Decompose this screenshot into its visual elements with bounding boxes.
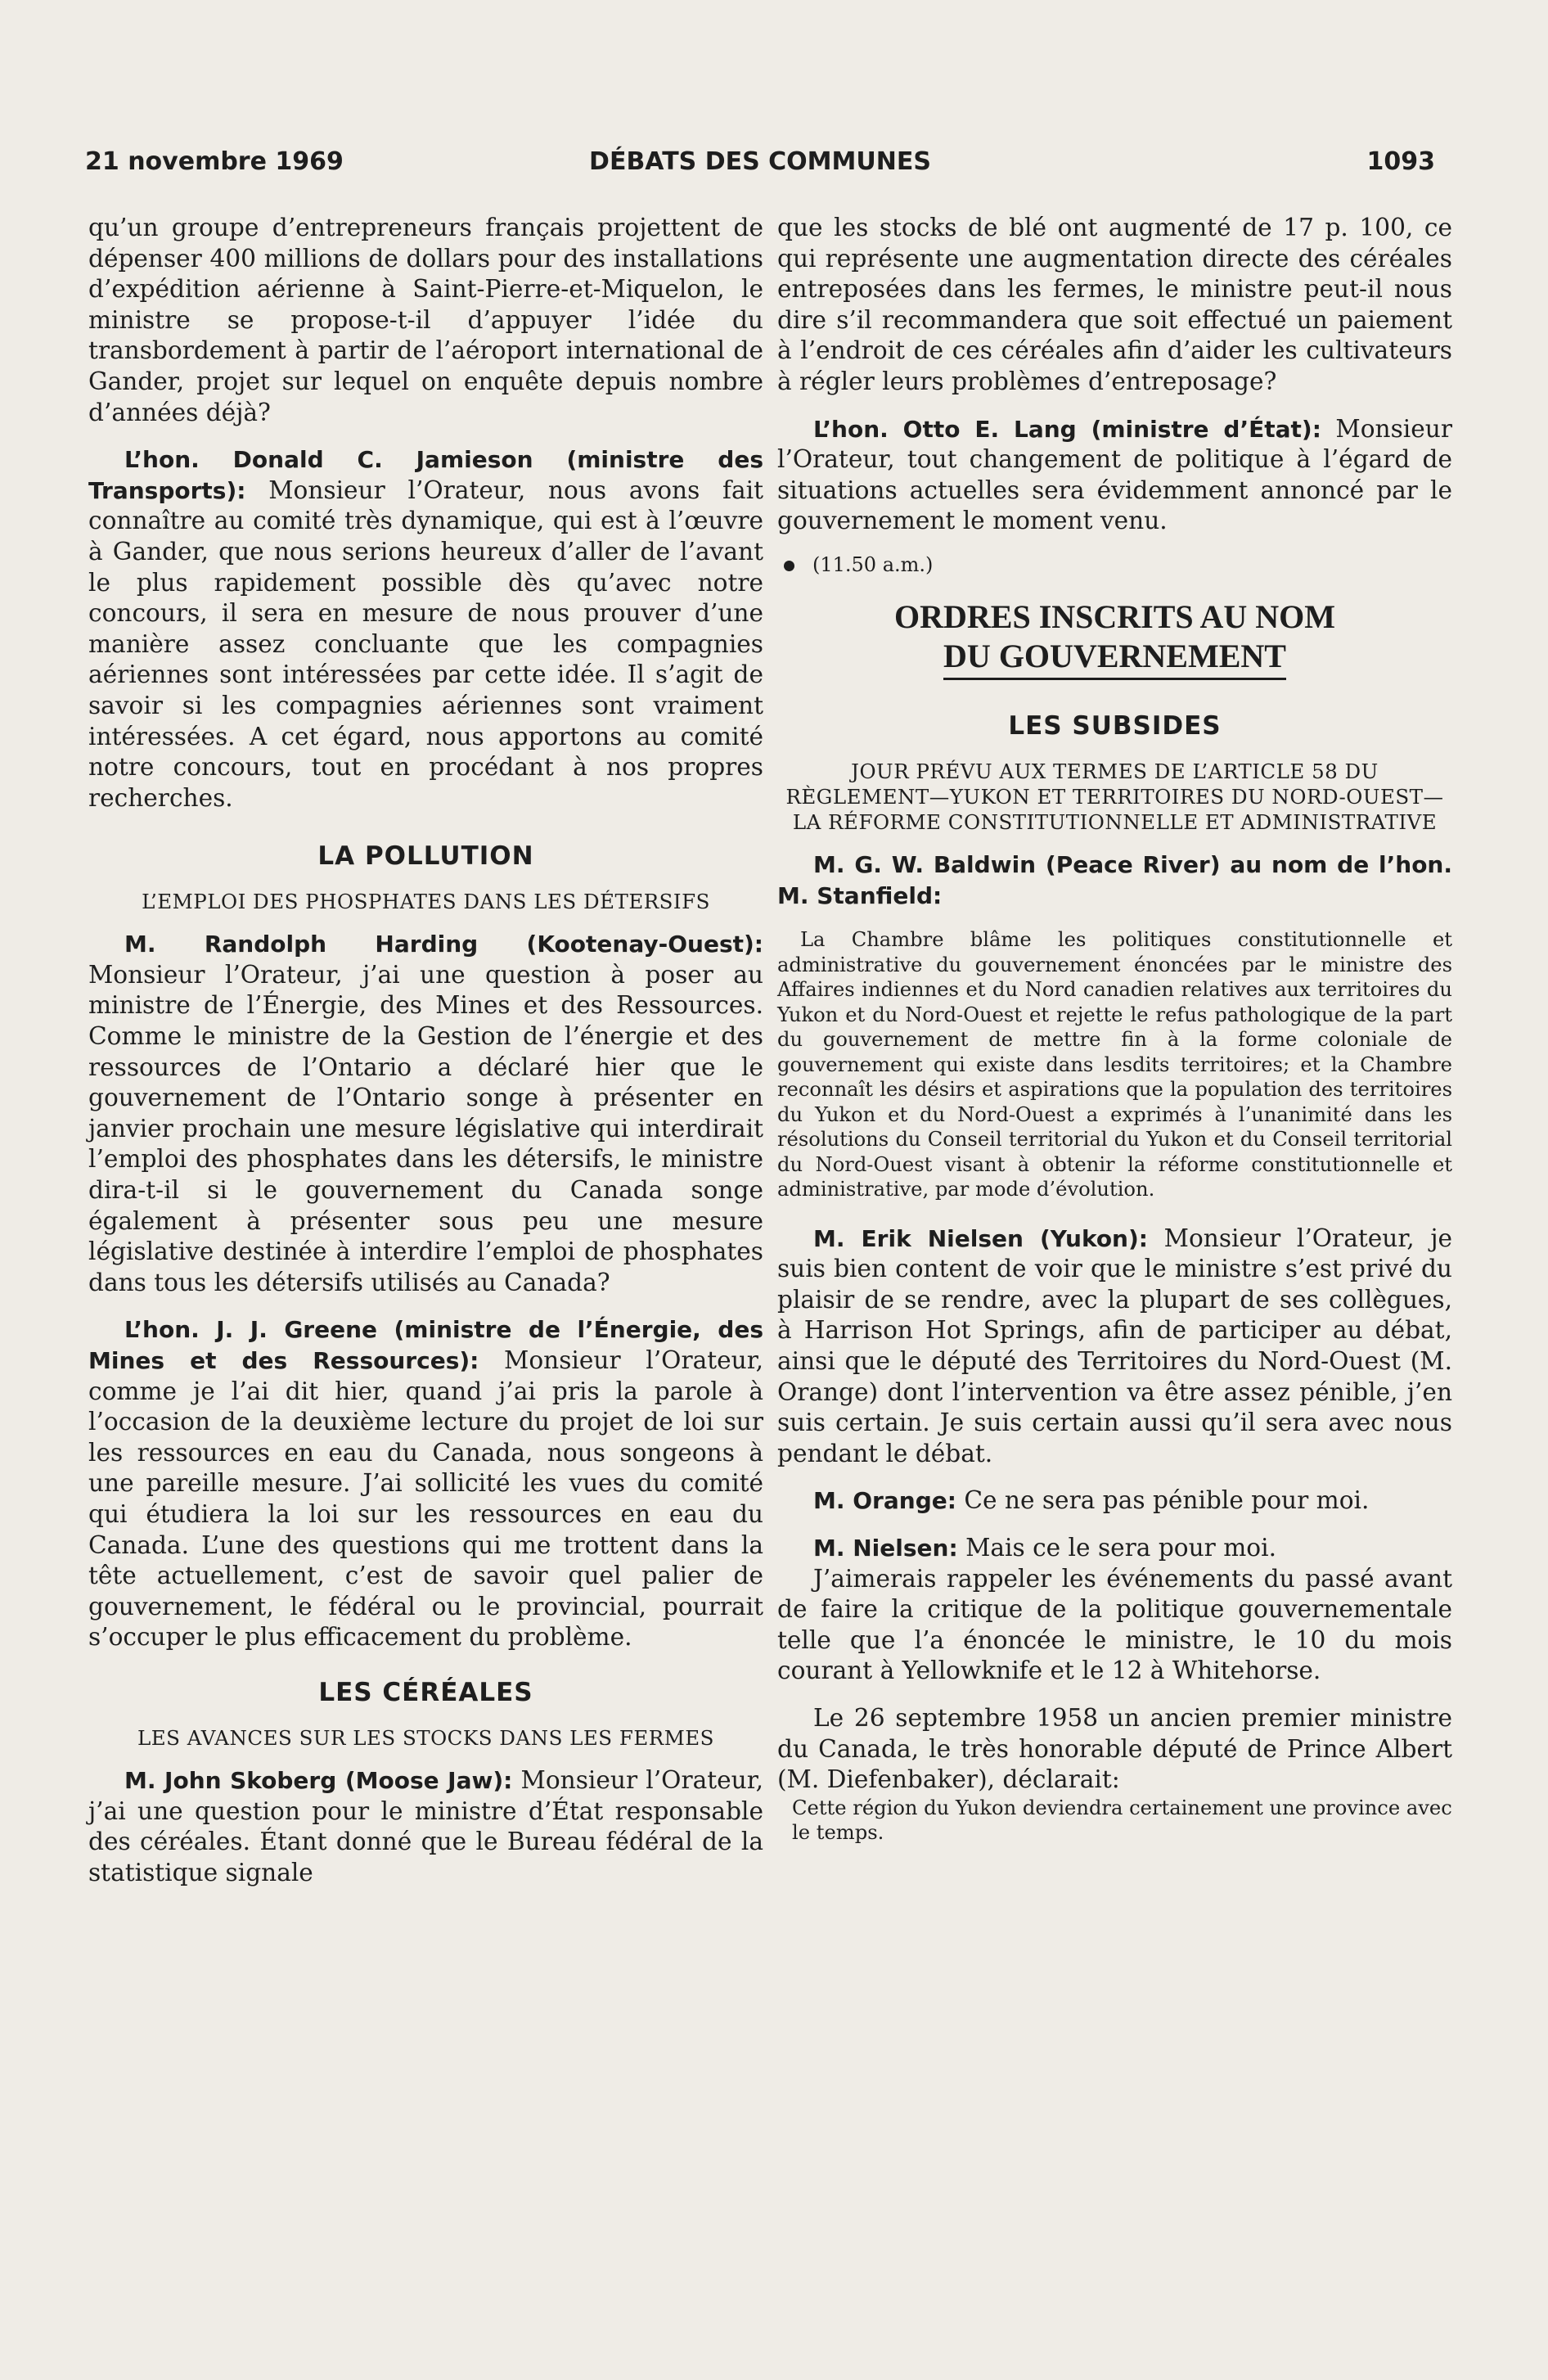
- speech-text: Monsieur l’Orateur, je suis bien content de voir que le ministre s’est privé du plaisir de se rendre, avec la plupart de ses collègues, à Harrison Hot Springs, afin de participer au débat, ainsi que le député des Territoires du Nord-Ouest (M. Orange) dont l’intervention va être assez pénible, j’en suis certain. Je suis certain aussi qu’il sera avec nous pendant le débat.: [777, 1224, 1453, 1467]
- paragraph: [777, 1224, 1452, 1470]
- motion-text: La Chambre blâme les politiques constitutionnelle et administrative du gouvernement énoncées par le ministre des Affaires indiennes et du Nord canadien relatives aux territoires du Yukon et du Nord-Ouest et rejette le refus pathologique de la part du gouvernement de mettre fin à la forme coloniale de gouvernement qui existe dans lesdits territoires; et la Chambre reconnaît les désirs et aspirations que la population des territoires du Yukon et du Nord-Ouest a exprimés à l’unanimité dans les résolutions du Conseil territorial du Yukon et du Conseil territorial du Nord-Ouest visant à obtenir la réforme constitutionnelle et administrative, par mode d’évolution.: [777, 928, 1452, 1201]
- speech-text: Ce ne sera pas pénible pour moi.: [956, 1486, 1370, 1515]
- page-header: [85, 147, 1435, 188]
- section-heading: LA POLLUTION: [317, 841, 534, 872]
- paragraph: [88, 929, 763, 1298]
- subsection-heading: JOUR PRÉVU AUX TERMES DE L’ARTICLE 58 DU RÈGLEMENT—YUKON ET TERRITOIRES DU NORD-OUEST—LA RÉFORME CONSTITUTIONNELLE ET ADMINISTRATIVE: [785, 759, 1444, 834]
- paragraph: [777, 850, 1452, 911]
- time-marker: [777, 553, 1452, 576]
- speech-text: Mais ce le sera pour moi.: [957, 1533, 1276, 1562]
- speaker-name: M. John Skoberg (Moose Jaw):: [124, 1766, 513, 1794]
- left-column: [88, 213, 763, 1888]
- paragraph: [777, 414, 1452, 537]
- header-title: DÉBATS DES COMMUNES: [589, 147, 931, 176]
- header-page-number: 1093: [1366, 147, 1435, 176]
- speaker-name: M. Nielsen:: [813, 1534, 958, 1562]
- speech-text: Monsieur l’Orateur, nous avons fait connaître au comité très dynamique, qui est à l’œuvre à Gander, que nous serions heureux d’aller de l’avant le plus rapidement possible dès qu’avec notre concours, il sera en mesure de nous prouver d’une manière assez concluante que les compagnies aériennes sont intéressées par cette idée. Il s’agit de savoir si les compagnies aériennes sont vraiment intéressées. A cet égard, nous apportons au comité notre concours, tout en procédant à nos propres recherches.: [88, 476, 763, 812]
- speech-text: Monsieur l’Orateur, tout changement de politique à l’égard de situations actuelles sera évidemment annoncé par le gouvernement le moment venu.: [777, 414, 1452, 535]
- speech-text: Monsieur l’Orateur, j’ai une question pour le ministre d’État responsable des céréales. Étant donné que le Bureau fédéral de la statistique signale: [88, 1765, 763, 1886]
- paragraph: [777, 1485, 1452, 1517]
- paragraph: [777, 1533, 1452, 1564]
- paragraph: J’aimerais rappeler les événements du passé avant de faire la critique de la politique gouvernementale telle que l’a énoncée le ministre, le 10 du mois courant à Yellowknife et le 12 à Whitehorse.: [777, 1564, 1452, 1685]
- subsection-heading: L’EMPLOI DES PHOSPHATES DANS LES DÉTERSIFS: [142, 890, 710, 914]
- paragraph: [88, 1314, 763, 1653]
- section-heading: LES SUBSIDES: [1008, 710, 1222, 741]
- paragraph: Le 26 septembre 1958 un ancien premier ministre du Canada, le très honorable député de Prince Albert (M. Diefenbaker), déclarait:: [777, 1703, 1452, 1794]
- time-text: (11.50 a.m.): [812, 552, 934, 576]
- speech-text: Monsieur l’Orateur, j’ai une question à poser au ministre de l’Énergie, des Mines et des Ressources. Comme le ministre de la Gestion de l’énergie et des ressources de l’Ontario a déclaré hier que le gouvernement de l’Ontario songe à présenter en janvier prochain une mesure législative qui interdirait l’emploi des phosphates dans les détersifs, le ministre dira-t-il si le gouvernement du Canada songe également à présenter sous peu une mesure législative destinée à interdire l’emploi de phosphates dans tous les détersifs utilisés au Canada?: [88, 960, 763, 1296]
- paragraph: qu’un groupe d’entrepreneurs français projettent de dépenser 400 millions de dollars pour des installations d’expédition aérienne à Saint-Pierre-et-Miquelon, le ministre se propose-t-il d’appuyer l’idée du transbordement à partir de l’aéroport international de Gander, projet sur lequel on enquête depuis nombre d’années déjà?: [88, 214, 763, 426]
- major-heading-line: ORDRES INSCRITS AU NOM: [894, 597, 1335, 635]
- paragraph: [88, 1765, 763, 1888]
- speaker-name: L’hon. Otto E. Lang (ministre d’État):: [813, 415, 1321, 443]
- bullet-icon: [784, 561, 794, 571]
- header-date: 21 novembre 1969: [85, 147, 344, 176]
- quotation: Cette région du Yukon deviendra certainement une province avec le temps.: [792, 1796, 1452, 1845]
- section-heading: LES CÉRÉALES: [318, 1677, 533, 1707]
- speaker-name: M. Erik Nielsen (Yukon):: [813, 1224, 1148, 1252]
- speaker-name: M. Orange:: [813, 1487, 956, 1515]
- major-heading: [777, 597, 1452, 680]
- speaker-name: M. G. W. Baldwin (Peace River) au nom de l’hon. M. Stanfield:: [777, 850, 1452, 909]
- subsection-heading: LES AVANCES SUR LES STOCKS DANS LES FERMES: [137, 1725, 714, 1750]
- speaker-name: L’hon. Donald C. Jamieson (ministre des Transports):: [88, 446, 763, 504]
- speaker-name: M. Randolph Harding (Kootenay-Ouest):: [124, 931, 763, 958]
- major-heading-line: DU GOUVERNEMENT: [943, 637, 1286, 680]
- right-column: [777, 213, 1452, 1846]
- speaker-name: L’hon. J. J. Greene (ministre de l’Énergie, des Mines et des Ressources):: [88, 1316, 763, 1374]
- paragraph: [88, 444, 763, 814]
- speech-text: Monsieur l’Orateur, comme je l’ai dit hier, quand j’ai pris la parole à l’occasion de la deuxième lecture du projet de loi sur les ressources en eau du Canada, nous songeons à une pareille mesure. J’ai sollicité les vues du comité qui étudiera la loi sur les ressources en eau du Canada. L’une des questions qui me trottent dans la tête actuellement, c’est de savoir quel palier de gouvernement, le fédéral ou le provincial, pourrait s’occuper le plus efficacement du problème.: [88, 1346, 763, 1652]
- paragraph: que les stocks de blé ont augmenté de 17 p. 100, ce qui représente une augmentation directe des céréales entreposées dans les fermes, le ministre peut-il nous dire s’il recommandera que soit effectué un paiement à l’endroit de ces céréales afin d’aider les cultivateurs à régler leurs problèmes d’entreposage?: [777, 214, 1452, 395]
